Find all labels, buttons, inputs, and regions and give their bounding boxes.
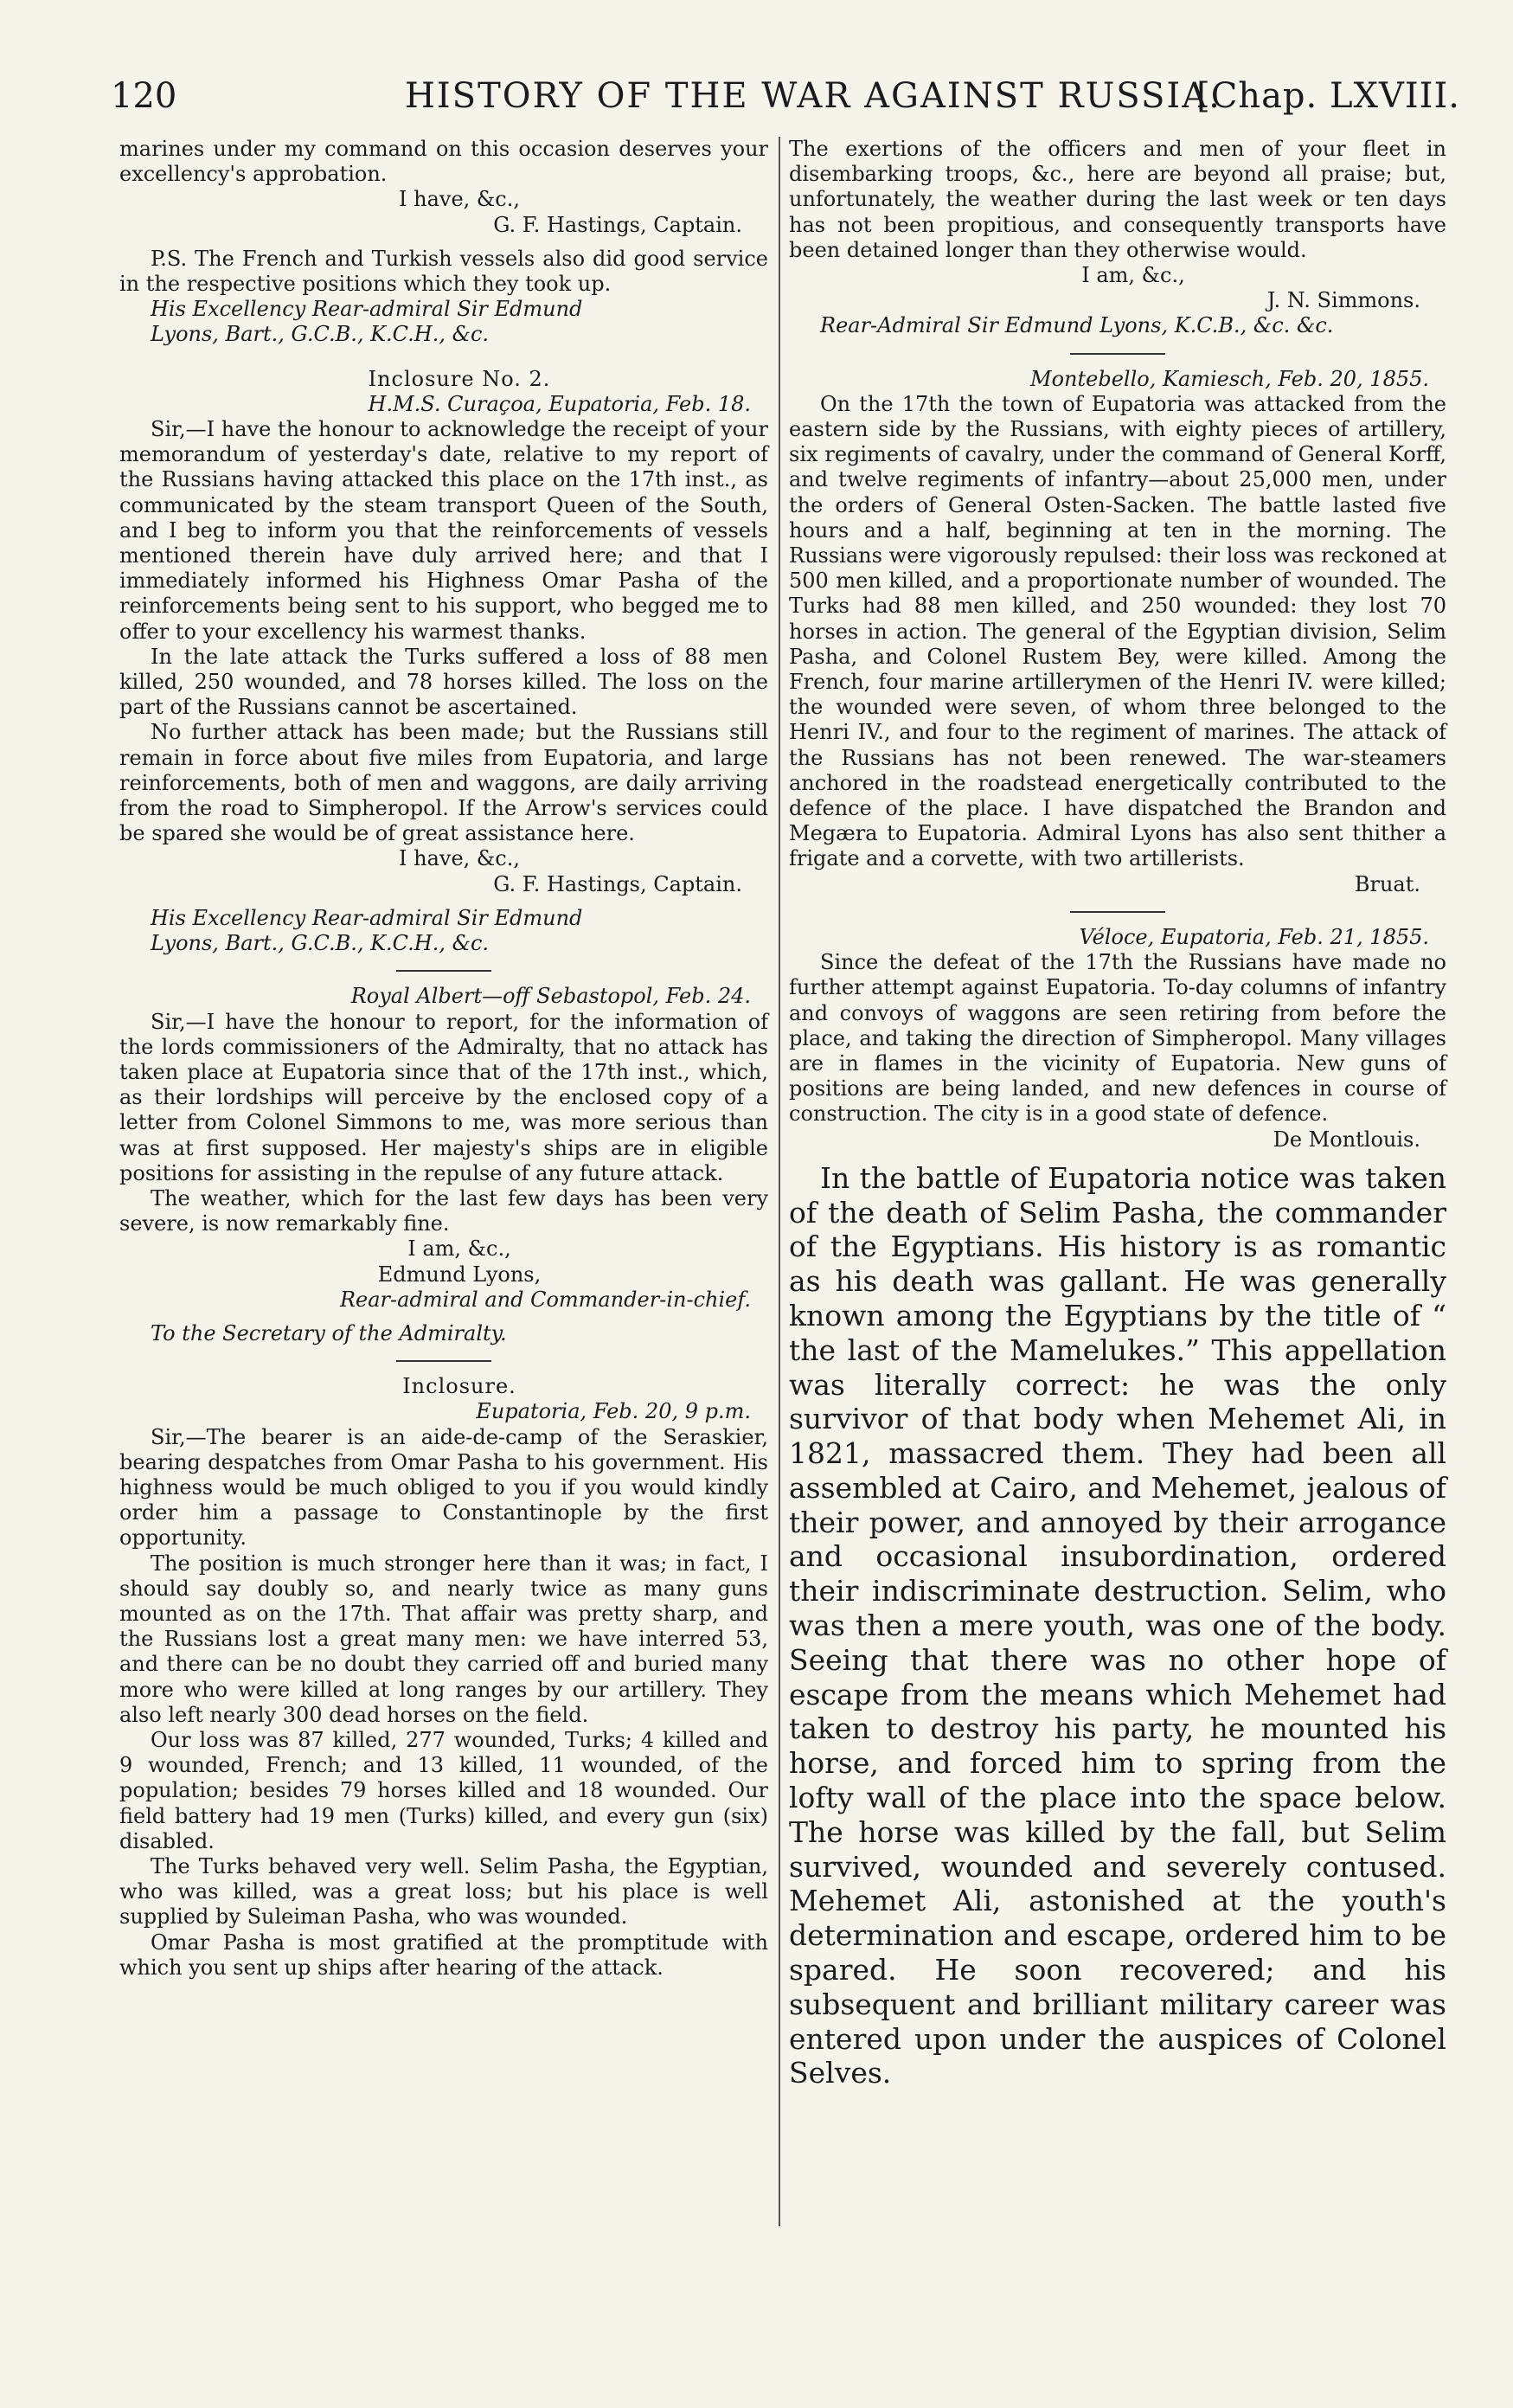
section-rule	[396, 970, 491, 972]
signature: De Montlouis.	[1273, 1127, 1420, 1152]
section-heading: Inclosure.	[402, 1374, 516, 1399]
paragraph: Since the defeat of the 17th the Russians have made no further attempt against Eupatoria. To-day columns of infantry and convoys of waggons are seen retiring from before the place, and taking the direction of Simpheropol. Many villages are in flames in the vicinity of Eupatoria. New guns of positions are being landed, and new defences in course of construction. The city is in a good state of defence.	[789, 950, 1446, 1127]
narrative-paragraph: In the battle of Eupatoria notice was taken of the death of Selim Pasha, the commander of the Egyptians. His history is as romantic as his death was gallant. He was generally known among the Egyptians by the title of “ the last of the Mamelukes.” This appellation was literally correct: he was the only survivor of that body when Mehemet Ali, in 1821, massacred them. They had been all assembled at Cairo, and Mehemet, jealous of their power, and annoyed by their arrogance and occasional insubordination, ordered their indiscriminate destruction. Selim, who was then a mere youth, was one of the body. Seeing that there was no other hope of escape from the means which Mehemet had taken to destroy his party, he mounted his horse, and forced him to spring from the lofty wall of the place into the space below. The horse was killed by the fall, but Selim survived, wounded and severely contused. Mehemet Ali, astonished at the youth's determination and escape, ordered him to be spared. He soon recovered; and his subsequent and brilliant military career was entered upon under the auspices of Colonel Selves.	[789, 1160, 1446, 2090]
closing: I am, &c.,	[1081, 263, 1185, 288]
dateline: H.M.S. Curaçoa, Eupatoria, Feb. 18.	[368, 391, 751, 416]
dateline: Véloce, Eupatoria, Feb. 21, 1855.	[1079, 924, 1429, 949]
section-rule	[1070, 911, 1165, 913]
paragraph: In the late attack the Turks suffered a loss of 88 men killed, 250 wounded, and 78 horses killed. The loss on the part of the Russians cannot be ascertained.	[119, 644, 768, 720]
column-divider	[779, 137, 780, 2226]
chapter-label: [Chap. LXVIII.	[1196, 76, 1460, 116]
addressee-line: Lyons, Bart., G.C.B., K.C.H., &c.	[151, 322, 490, 347]
signature: J. N. Simmons.	[1266, 288, 1420, 313]
addressee-line: His Excellency Rear-admiral Sir Edmund	[151, 297, 583, 322]
page-number: 120	[111, 76, 177, 116]
running-header	[111, 61, 1460, 121]
dateline: Eupatoria, Feb. 20, 9 p.m.	[476, 1399, 751, 1424]
paragraph: Sir,—I have the honour to acknowledge the receipt of your memorandum of yesterday's date, relative to my report of the Russians having attacked this place on the 17th inst., as communicated by the steam transport Queen of the South, and I beg to inform you that the reinforcements of vessels mentioned therein have duly arrived here; and that I immediately informed his Highness Omar Pasha of the reinforcements being sent to his support, who begged me to offer to your excellency his warmest thanks.	[119, 417, 768, 644]
addressee-line: Lyons, Bart., G.C.B., K.C.H., &c.	[151, 931, 490, 956]
postscript: P.S. The French and Turkish vessels also did good service in the respective positions which they took up.	[119, 246, 768, 297]
dateline: Royal Albert—off Sebastopol, Feb. 24.	[350, 984, 751, 1009]
addressee-line: Rear-Admiral Sir Edmund Lyons, K.C.B., &c. &c.	[820, 313, 1334, 338]
signature: G. F. Hastings, Captain.	[493, 212, 742, 237]
signature: Edmund Lyons,	[377, 1262, 542, 1287]
paragraph: On the 17th the town of Eupatoria was attacked from the eastern side by the Russians, with eighty pieces of artillery, six regiments of cavalry, under the command of General Korff, and twelve regiments of infantry—about 25,000 men, under the orders of General Osten-Sacken. The battle lasted five hours and a half, beginning at ten in the morning. The Russians were vigorously repulsed: their loss was reckoned at 500 men killed, and a proportionate number of wounded. The Turks had 88 men killed, and 250 wounded: they lost 70 horses in action. The general of the Egyptian division, Selim Pasha, and Colonel Rustem Bey, were killed. Among the French, four marine artillerymen of the Henri IV. were killed; the wounded were seven, of whom three belonged to the Henri IV., and four to the regiment of marines. The attack of the Russians has not been renewed. The war-steamers anchored in the roadstead energetically contributed to the defence of the place. I have dispatched the Brandon and Megæra to Eupatoria. Admiral Lyons has also sent thither a frigate and a corvette, with two artillerists.	[789, 391, 1446, 871]
running-title: HISTORY OF THE WAR AGAINST RUSSIA.	[405, 76, 1221, 116]
closing: I am, &c.,	[407, 1236, 511, 1262]
closing: I have, &c.,	[399, 187, 520, 212]
paragraph: The position is much stronger here than it was; in fact, I should say doubly so, and nearly twice as many guns mounted as on the 17th. That affair was pretty sharp, and the Russians lost a great many men: we have interred 53, and there can be no doubt they carried off and buried many more who were killed at long ranges by our artillery. They also left nearly 300 dead horses on the field.	[119, 1551, 768, 1727]
closing: I have, &c.,	[399, 846, 520, 871]
section-rule	[396, 1360, 491, 1362]
paragraph: marines under my command on this occasion deserves your excellency's approbation.	[119, 137, 768, 187]
paragraph: The weather, which for the last few days has been very severe, is now remarkably fine.	[119, 1185, 768, 1236]
dateline: Montebello, Kamiesch, Feb. 20, 1855.	[1030, 366, 1429, 391]
paragraph: No further attack has been made; but the Russians still remain in force about five miles from Eupatoria, and large reinforcements, both of men and waggons, are daily arriving from the road to Simpheropol. If the Arrow's services could be spared she would be of great assistance here.	[119, 720, 768, 846]
paragraph: The exertions of the officers and men of your fleet in disembarking troops, &c., here are beyond all praise; but, unfortunately, the weather during the last week or ten days has not been propitious, and consequently transports have been detained longer than they otherwise would.	[789, 137, 1446, 262]
addressee-line: His Excellency Rear-admiral Sir Edmund	[151, 905, 583, 930]
paragraph: Our loss was 87 killed, 277 wounded, Turks; 4 killed and 9 wounded, French; and 13 killed, 11 wounded, of the population; besides 79 horses killed and 18 wounded. Our field battery had 19 men (Turks) killed, and every gun (six) disabled.	[119, 1727, 768, 1853]
right-column	[789, 137, 1446, 2090]
signature-title: Rear-admiral and Commander-in-chief.	[339, 1287, 751, 1312]
left-column	[119, 137, 768, 1981]
section-heading: Inclosure No. 2.	[368, 366, 551, 391]
signature: G. F. Hastings, Captain.	[493, 871, 742, 896]
section-rule	[1070, 353, 1165, 355]
paragraph: The Turks behaved very well. Selim Pasha, the Egyptian, who was killed, was a great loss; but his place is well supplied by Suleiman Pasha, who was wounded.	[119, 1854, 768, 1930]
paragraph: Omar Pasha is most gratified at the promptitude with which you sent up ships after hearing of the attack.	[119, 1930, 768, 1980]
addressee-line: To the Secretary of the Admiralty.	[151, 1320, 507, 1345]
paragraph: Sir,—The bearer is an aide-de-camp of the Seraskier, bearing despatches from Omar Pasha to his government. His highness would be much obliged to you if you would kindly order him a passage to Constantinople by the first opportunity.	[119, 1424, 768, 1551]
signature: Bruat.	[1354, 871, 1420, 896]
paragraph: Sir,—I have the honour to report, for the information of the lords commissioners of the Admiralty, that no attack has taken place at Eupatoria since that of the 17th inst., which, as their lordships will perceive by the enclosed copy of a letter from Colonel Simmons to me, was more serious than was at first supposed. Her majesty's ships are in eligible positions for assisting in the repulse of any future attack.	[119, 1009, 768, 1185]
